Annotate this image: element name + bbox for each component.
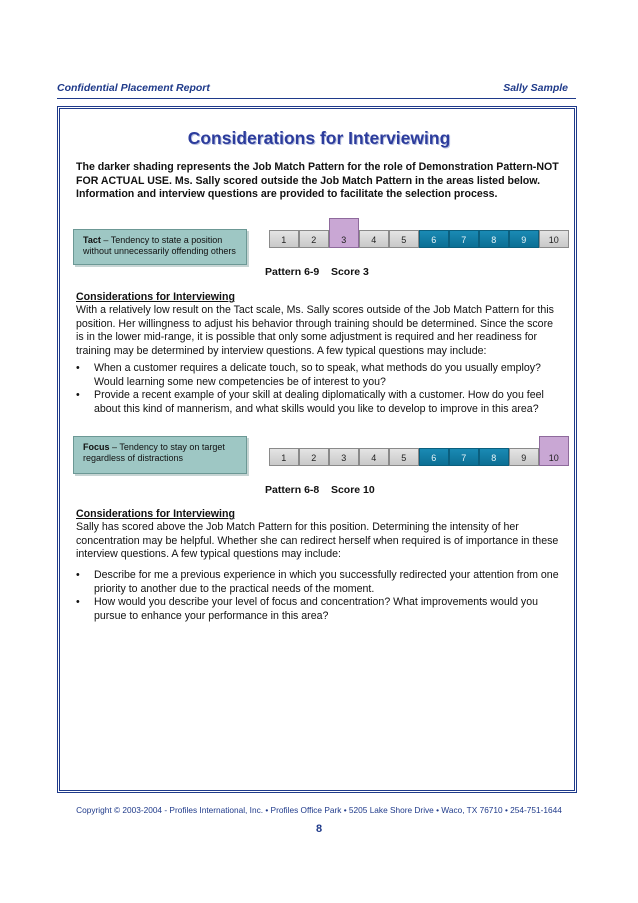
scale-cell-8: 8 bbox=[479, 230, 509, 248]
scale-cell-3: 3 bbox=[329, 448, 359, 466]
question-text: Describe for me a previous experience in which you successfully redirected your attention from one priority to another due to the practical needs of the moment. bbox=[94, 569, 559, 595]
scale-cell-10: 10 bbox=[539, 230, 569, 248]
pattern-score-focus bbox=[265, 484, 375, 496]
page-title: Considerations for Interviewing bbox=[187, 128, 451, 148]
list-item bbox=[76, 596, 562, 623]
question-list-focus bbox=[76, 569, 562, 623]
list-item bbox=[76, 389, 562, 416]
bullet-glyph: • bbox=[76, 362, 80, 374]
scale-cell-7: 7 bbox=[449, 230, 479, 248]
list-item bbox=[76, 362, 562, 389]
considerations-text-focus: Sally has scored above the Job Match Pattern for this position. Determining the intensity of her concentration may be helpful. Whether she can redirect herself when required is of importance in these interview questions. A few typical questions may include: bbox=[76, 521, 559, 560]
scale-cell-2: 2 bbox=[299, 230, 329, 248]
list-item bbox=[76, 569, 562, 596]
header-divider bbox=[57, 98, 576, 99]
trait-box-focus bbox=[73, 436, 247, 474]
trait-name: Focus bbox=[83, 442, 110, 452]
trait-name: Tact bbox=[83, 235, 101, 245]
bullet-glyph: • bbox=[76, 389, 80, 401]
scale-cell-5: 5 bbox=[389, 230, 419, 248]
scale-cell-1: 1 bbox=[269, 448, 299, 466]
question-list-tact bbox=[76, 362, 562, 416]
scale-cell-9: 9 bbox=[509, 448, 539, 466]
question-text: How would you describe your level of focus and concentration? What improvements would you pursue to enhance your performance in this area? bbox=[94, 596, 538, 622]
pattern-label: Pattern 6-9 bbox=[265, 266, 320, 278]
score-label: Score 3 bbox=[330, 266, 369, 278]
score-label: Score 10 bbox=[330, 484, 375, 496]
scale-cell-10: 10 bbox=[539, 436, 569, 466]
scale-cell-7: 7 bbox=[449, 448, 479, 466]
intro-paragraph: The darker shading represents the Job Match Pattern for the role of Demonstration Pattern-NOT FOR ACTUAL USE. Ms. Sally scored outside the Job Match Pattern in the areas listed below. Information and interview questions are provided to facilitate the selection process. bbox=[76, 161, 559, 200]
question-text: Provide a recent example of your skill at dealing diplomatically with a customer. How do you feel about this kind of mannerism, and what skills would you like to develop to improve in this area? bbox=[94, 389, 544, 415]
trait-description: – Tendency to stay on target regardless of distractions bbox=[83, 442, 225, 463]
scale-cell-2: 2 bbox=[299, 448, 329, 466]
trait-box-tact bbox=[73, 229, 247, 265]
scale-cell-4: 4 bbox=[359, 448, 389, 466]
considerations-text-tact: With a relatively low result on the Tact scale, Ms. Sally scores outside of the Job Match Pattern for this position. Her willingness to adjust his behavior through training should be determined. Since the score is in the lower mid-range, it is possible that only some adjustment is required and her readiness for training may be determined by interview questions. A few typical questions may include: bbox=[76, 304, 554, 357]
scale-cell-5: 5 bbox=[389, 448, 419, 466]
scale-cell-4: 4 bbox=[359, 230, 389, 248]
scale-cell-3: 3 bbox=[329, 218, 359, 248]
considerations-heading-focus: Considerations for Interviewing bbox=[76, 508, 235, 520]
scale-cell-6: 6 bbox=[419, 448, 449, 466]
scale-cell-6: 6 bbox=[419, 230, 449, 248]
bullet-glyph: • bbox=[76, 596, 80, 608]
pattern-label: Pattern 6-8 bbox=[265, 484, 320, 496]
trait-description: – Tendency to state a position without unnecessarily offending others bbox=[83, 235, 236, 256]
scale-cell-8: 8 bbox=[479, 448, 509, 466]
considerations-heading-tact: Considerations for Interviewing bbox=[76, 291, 235, 303]
scale-cell-9: 9 bbox=[509, 230, 539, 248]
footer-copyright: Copyright © 2003-2004 - Profiles International, Inc. • Profiles Office Park • 5205 Lake Shore Drive • Waco, TX 76710 • 254-751-1644 bbox=[76, 805, 562, 815]
bullet-glyph: • bbox=[76, 569, 80, 581]
header-report-title: Confidential Placement Report bbox=[57, 82, 210, 94]
header-candidate-name: Sally Sample bbox=[503, 82, 568, 94]
pattern-score-tact bbox=[265, 266, 369, 278]
scale-cell-1: 1 bbox=[269, 230, 299, 248]
question-text: When a customer requires a delicate touch, so to speak, what methods do you usually employ? Would learning some new competencies be of interest to you? bbox=[94, 362, 541, 388]
page-number: 8 bbox=[315, 823, 323, 835]
